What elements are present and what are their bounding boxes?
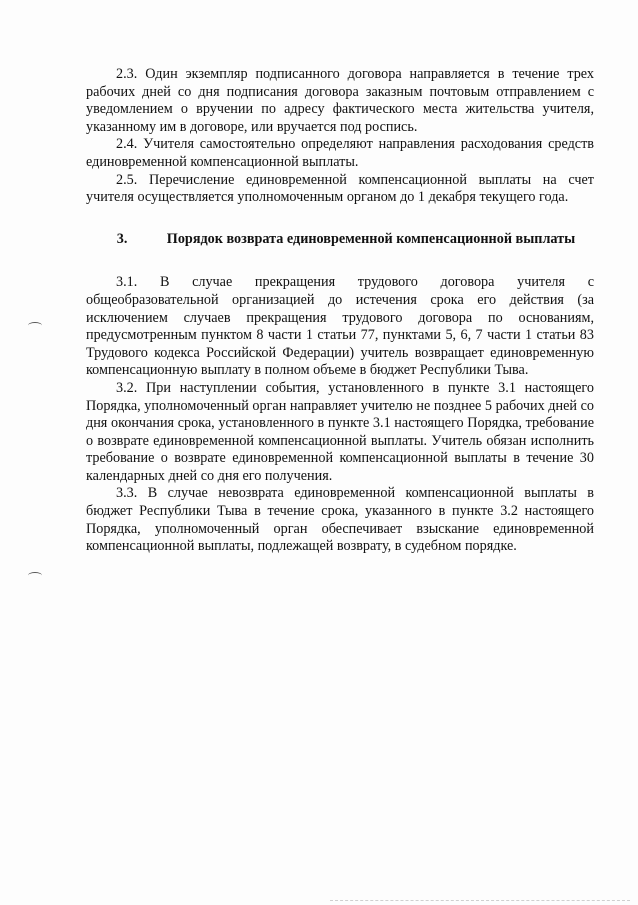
document-body: [86, 66, 594, 556]
section-3-number: 3.: [116, 230, 128, 247]
margin-scan-mark: [28, 322, 42, 329]
section-3-title: Порядок возврата единовременной компенсационной выплаты: [166, 230, 576, 247]
paragraph-2-3: 2.3. Один экземпляр подписанного договора направляется в течение трех рабочих дней со дня подписания договора заказным почтовым отправлением с уведомлением о вручении по адресу фактического места жительства учителя, указанному им в договоре, или вручается под роспись.: [86, 66, 594, 135]
paragraph-2-4: 2.4. Учителя самостоятельно определяют направления расходования средств единовременной компенсационной выплаты.: [86, 136, 594, 170]
paragraph-2-5: 2.5. Перечисление единовременной компенсационной выплаты на счет учителя осуществляется уполномоченным органом до 1 декабря текущего года.: [86, 171, 594, 206]
scan-edge-line: [330, 900, 630, 901]
section-3-heading: [86, 231, 594, 249]
margin-scan-mark: [28, 572, 42, 579]
paragraph-3-3: 3.3. В случае невозврата единовременной компенсационной выплаты в бюджет Республики Тыва в течение срока, указанного в пункте 3.2 настоящего Порядка, уполномоченный орган обеспечивает взыскание единовременной компенсационной выплаты, подлежащей возврату, в судебном порядке.: [86, 485, 594, 555]
paragraph-3-2: 3.2. При наступлении события, установленного в пункте 3.1 настоящего Порядка, уполномоченный орган направляет учителю не позднее 5 рабочих дней со дня окончания срока, установленного в пункте 3.1 настоящего Порядка, требование о возврате единовременной компенсационной выплаты. Учитель обязан исполнить требование о возврате единовременной компенсационной выплаты в течение 30 календарных дней со дня его получения.: [86, 379, 594, 484]
paragraph-3-1: 3.1. В случае прекращения трудового договора учителя с общеобразовательной организацией до истечения срока его действия (за исключением случаев прекращения трудового договора по основаниям, предусмотренным пунктом 8 части 1 статьи 77, пунктами 5, 6, 7 части 1 статьи 83 Трудового кодекса Российской Федерации) учитель возвращает единовременную компенсационную выплату в полном объеме в бюджет Республики Тыва.: [86, 274, 594, 379]
